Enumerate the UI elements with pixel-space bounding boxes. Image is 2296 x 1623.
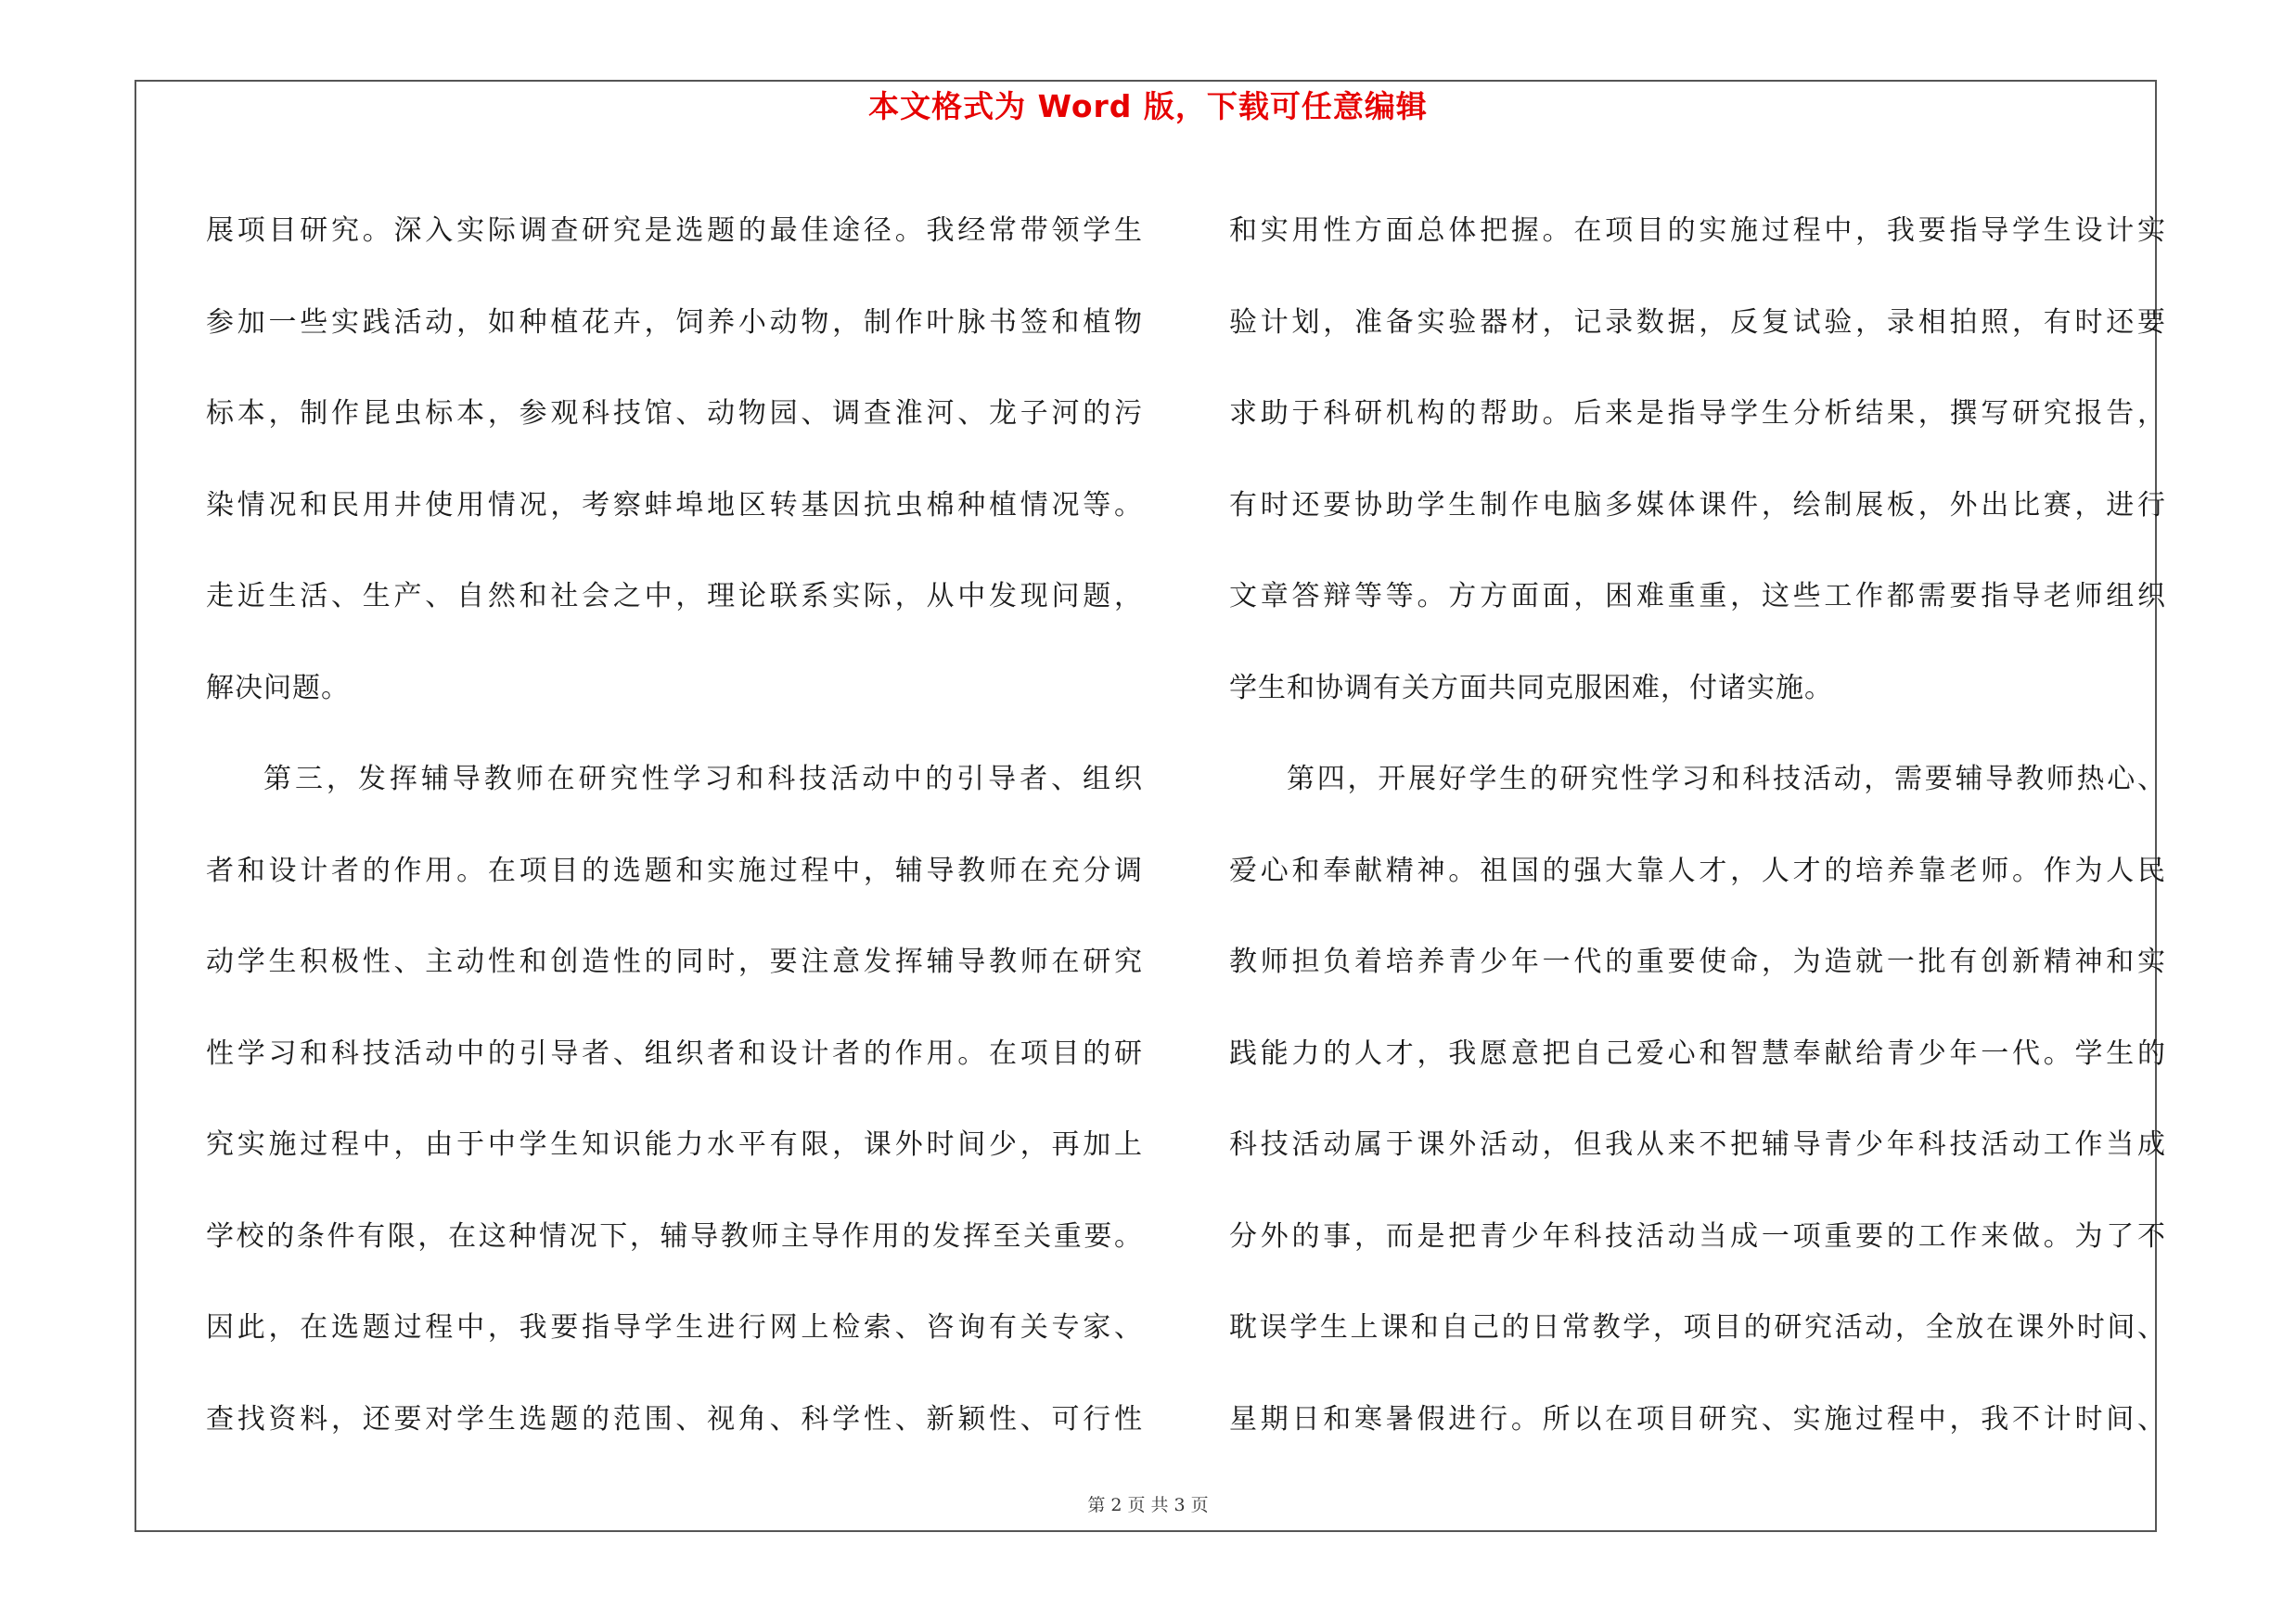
right-line-14: 星期日和寒暑假进行。所以在项目研究、实施过程中，我不计时间、 xyxy=(1229,1402,2166,1436)
right-line-4: 有时还要协助学生制作电脑多媒体课件，绘制展板，外出比赛，进行 xyxy=(1229,488,2166,522)
format-banner: 本文格式为 Word 版，下载可任意编辑 xyxy=(868,88,1428,124)
left-line-8: 者和设计者的作用。在项目的选题和实施过程中，辅导教师在充分调 xyxy=(206,854,1143,887)
right-line-9: 教师担负着培养青少年一代的重要使命，为造就一批有创新精神和实 xyxy=(1229,946,2166,978)
left-line-10: 性学习和科技活动中的引导者、组织者和设计者的作用。在项目的研 xyxy=(206,1037,1143,1070)
left-line-11: 究实施过程中，由于中学生知识能力水平有限，课外时间少，再加上 xyxy=(206,1128,1143,1161)
right-line-2: 验计划，准备实验器材，记录数据，反复试验，录相拍照，有时还要 xyxy=(1229,305,2166,339)
left-line-5: 走近生活、生产、自然和社会之中，理论联系实际，从中发现问题， xyxy=(206,580,1143,612)
right-line-11: 科技活动属于课外活动，但我从来不把辅导青少年科技活动工作当成 xyxy=(1229,1128,2166,1161)
left-column xyxy=(206,186,1143,1465)
right-line-12: 分外的事，而是把青少年科技活动当成一项重要的工作来做。为了不 xyxy=(1229,1219,2166,1253)
right-line-6: 学生和协调有关方面共同克服困难，付诸实施。 xyxy=(1229,671,1833,704)
right-line-5: 文章答辩等等。方方面面，困难重重，这些工作都需要指导老师组织 xyxy=(1229,580,2166,612)
left-line-4: 染情况和民用井使用情况，考察蚌埠地区转基因抗虫棉种植情况等。 xyxy=(206,488,1143,522)
right-line-13: 耽误学生上课和自己的日常教学，项目的研究活动，全放在课外时间、 xyxy=(1229,1311,2166,1344)
right-column xyxy=(1229,186,2166,1465)
left-line-3: 标本，制作昆虫标本，参观科技馆、动物园、调查淮河、龙子河的污 xyxy=(206,397,1143,430)
left-line-12: 学校的条件有限，在这种情况下，辅导教师主导作用的发挥至关重要。 xyxy=(206,1219,1143,1253)
left-line-1: 展项目研究。深入实际调查研究是选题的最佳途径。我经常带领学生 xyxy=(206,214,1143,247)
right-line-8: 爱心和奉献精神。祖国的强大靠人才，人才的培养靠老师。作为人民 xyxy=(1229,854,2166,887)
left-line-14: 查找资料，还要对学生选题的范围、视角、科学性、新颖性、可行性 xyxy=(206,1402,1143,1436)
page-number-footer: 第 2 页 共 3 页 xyxy=(1087,1495,1209,1515)
left-line-13: 因此，在选题过程中，我要指导学生进行网上检索、咨询有关专家、 xyxy=(206,1311,1143,1344)
left-line-6: 解决问题。 xyxy=(206,671,350,704)
right-line-3: 求助于科研机构的帮助。后来是指导学生分析结果，撰写研究报告， xyxy=(1229,397,2166,430)
right-line-7: 第四，开展好学生的研究性学习和科技活动，需要辅导教师热心、 xyxy=(1287,763,2166,795)
left-line-2: 参加一些实践活动，如种植花卉，饲养小动物，制作叶脉书签和植物 xyxy=(206,305,1143,339)
right-line-10: 践能力的人才，我愿意把自己爱心和智慧奉献给青少年一代。学生的 xyxy=(1229,1037,2166,1070)
left-line-7: 第三，发挥辅导教师在研究性学习和科技活动中的引导者、组织 xyxy=(263,763,1143,795)
right-line-1: 和实用性方面总体把握。在项目的实施过程中，我要指导学生设计实 xyxy=(1229,214,2166,247)
left-line-9: 动学生积极性、主动性和创造性的同时，要注意发挥辅导教师在研究 xyxy=(206,946,1143,978)
